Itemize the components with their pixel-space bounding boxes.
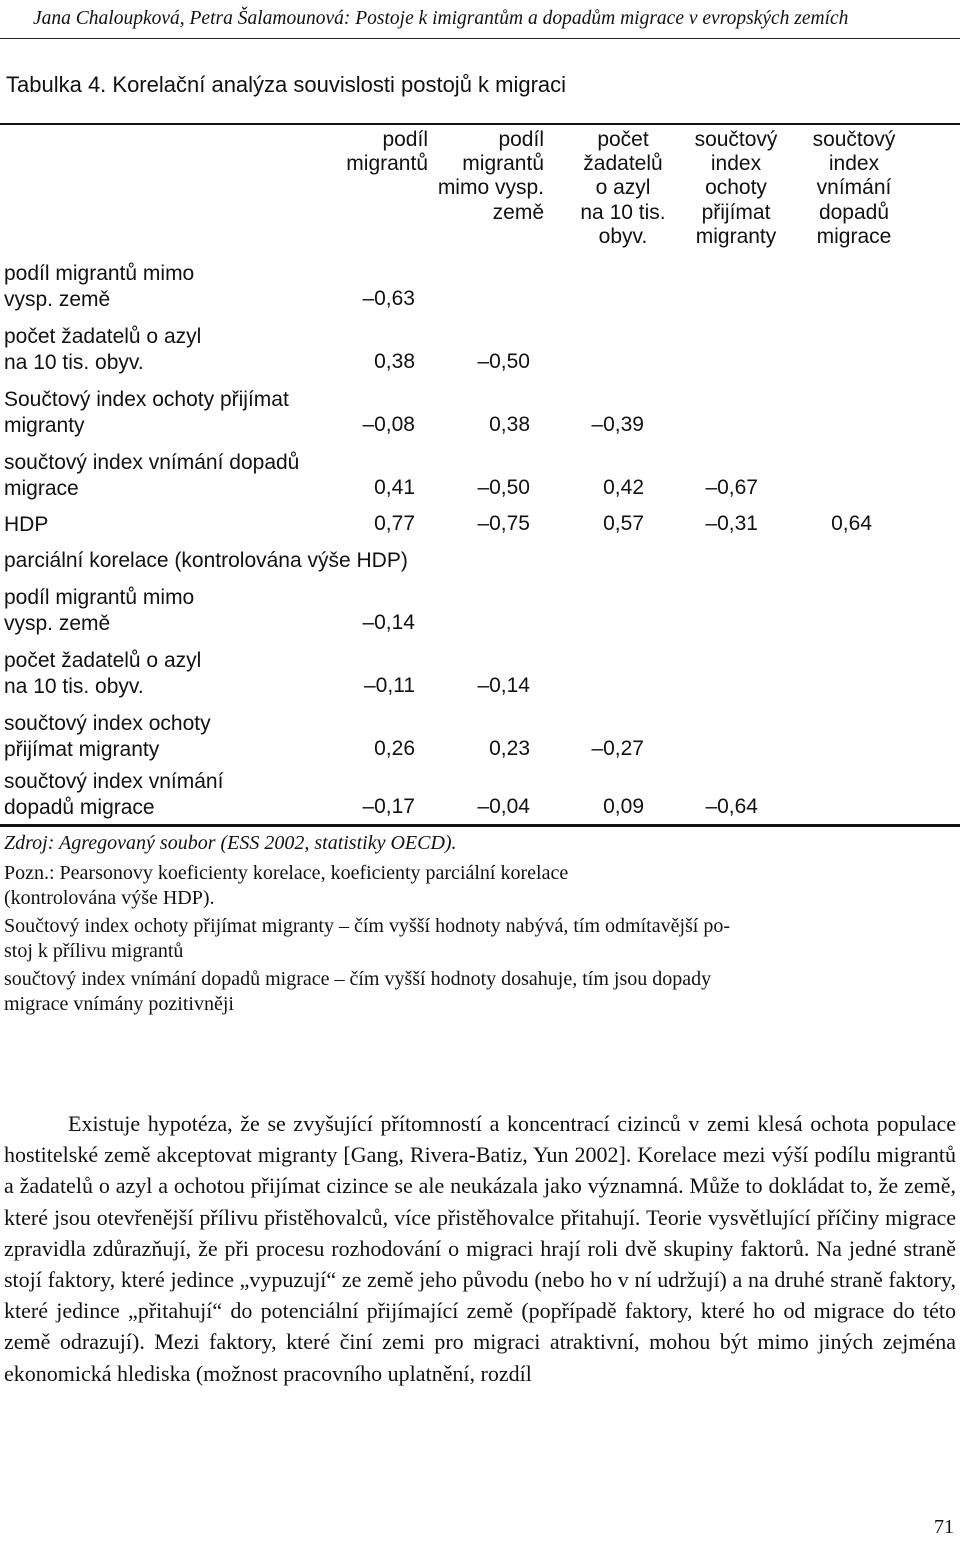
row-label-hdp: HDP bbox=[4, 513, 49, 536]
table-cell: –0,27 bbox=[591, 737, 644, 760]
table-footnote-line: Pozn.: Pearsonovy koeficienty korelace, koeficienty parciální korelace bbox=[4, 862, 569, 884]
table-cell: 0,09 bbox=[603, 795, 644, 818]
partial-row-label-pocet-zadatelu: počet žadatelů o azyl na 10 tis. obyv. bbox=[4, 649, 202, 698]
table-cell: 0,41 bbox=[374, 476, 415, 499]
table-cell: 0,38 bbox=[374, 350, 415, 373]
column-header-podil-migrantu: podíl migrantů bbox=[346, 128, 428, 176]
column-header-pocet-zadatelu: počet žadatelů o azyl na 10 tis. obyv. bbox=[580, 128, 666, 248]
table-cell: –0,11 bbox=[364, 674, 415, 697]
partial-row-label-index-ochoty: součtový index ochoty přijímat migranty bbox=[4, 712, 211, 761]
table-cell: –0,64 bbox=[705, 795, 758, 818]
body-paragraph-text: Existuje hypotéza, že se zvyšující přítomností a koncentrací cizinců v zemi klesá ochota populace hostitelské země akceptovat migranty [Gang, Rivera-Batiz, Yun 2002]. Korelace mezi výší podílu migrantů a žadatelů o azyl a ochotou přijímat cizince se ale neukázala jako významná. Může to dokládat to, že země, které jsou otevřenější přílivu přistěhovalců, více přistěhovalce přitahují. Teorie vysvětlující příčiny migrace zpravidla zdůrazňují, že při procesu rozhodování o migraci hrají roli dvě skupiny faktorů. Na jedné straně stojí faktory, které jedince „vypuzují“ ze země jeho původu (nebo ho v ní udržují) a na druhé straně faktory, které jedince „přitahují“ do potenciální přijímající země (popřípadě faktory, které ho od migrace do této země odrazují). Mezi faktory, které činí zemi pro migraci atraktivní, mohou být mimo jiných zejména ekonomická hlediska (možnost pracovního uplatnění, rozdíl bbox=[4, 1111, 956, 1386]
table-cell: –0,75 bbox=[477, 512, 530, 535]
row-label-index-vnimani: součtový index vnímání dopadů migrace bbox=[4, 451, 300, 500]
body-paragraph bbox=[4, 1108, 956, 1389]
table-cell: –0,63 bbox=[362, 287, 415, 310]
table-footnote-line: součtový index vnímání dopadů migrace – čím vyšší hodnoty dosahuje, tím jsou dopady bbox=[4, 968, 712, 990]
table-cell: 0,38 bbox=[489, 413, 530, 436]
running-header: Jana Chaloupková, Petra Šalamounová: Postoje k imigrantům a dopadům migrace v evropských zemích bbox=[33, 8, 849, 29]
table-top-rule bbox=[0, 123, 960, 125]
header-divider bbox=[0, 38, 960, 39]
table-cell: 0,42 bbox=[603, 476, 644, 499]
table-cell: –0,14 bbox=[477, 674, 530, 697]
table-source-note: Zdroj: Agregovaný soubor (ESS 2002, statistiky OECD). bbox=[4, 832, 457, 854]
table-footnote-line: Součtový index ochoty přijímat migranty – čím vyšší hodnoty nabývá, tím odmítavější po- bbox=[4, 915, 731, 937]
table-footnote-line: migrace vnímány pozitivněji bbox=[4, 993, 234, 1015]
table-cell: –0,67 bbox=[705, 476, 758, 499]
row-label-podil-migrantu-mimo: podíl migrantů mimo vysp. země bbox=[4, 262, 195, 311]
table-bottom-rule bbox=[0, 824, 960, 827]
row-label-index-ochoty: Součtový index ochoty přijímat migranty bbox=[4, 388, 289, 437]
partial-row-label-index-vnimani: součtový index vnímání dopadů migrace bbox=[4, 770, 224, 819]
table-footnote-line: stoj k přílivu migrantů bbox=[4, 940, 184, 962]
table-cell: –0,14 bbox=[362, 611, 415, 634]
partial-correlation-heading: parciální korelace (kontrolována výše HDP) bbox=[4, 549, 408, 572]
table-cell: –0,50 bbox=[477, 476, 530, 499]
table-cell: –0,04 bbox=[477, 795, 530, 818]
page-number: 71 bbox=[934, 1516, 954, 1538]
row-label-pocet-zadatelu: počet žadatelů o azyl na 10 tis. obyv. bbox=[4, 325, 202, 374]
table-cell: –0,31 bbox=[705, 512, 758, 535]
column-header-podil-migrantu-mimo: podíl migrantů mimo vysp. země bbox=[437, 128, 544, 224]
partial-row-label-podil-migrantu-mimo: podíl migrantů mimo vysp. země bbox=[4, 586, 195, 635]
table-title: Tabulka 4. Korelační analýza souvislosti postojů k migraci bbox=[6, 72, 567, 97]
table-cell: –0,17 bbox=[362, 795, 415, 818]
column-header-index-ochoty: součtový index ochoty přijímat migranty bbox=[694, 128, 778, 248]
table-cell: –0,08 bbox=[362, 413, 415, 436]
table-cell: –0,39 bbox=[591, 413, 644, 436]
column-header-index-vnimani: součtový index vnímání dopadů migrace bbox=[812, 128, 896, 248]
table-cell: 0,26 bbox=[374, 737, 415, 760]
table-cell: –0,50 bbox=[477, 350, 530, 373]
table-footnote-line: (kontrolována výše HDP). bbox=[4, 887, 215, 909]
table-cell: 0,64 bbox=[831, 512, 872, 535]
table-cell: 0,57 bbox=[603, 512, 644, 535]
table-cell: 0,77 bbox=[374, 512, 415, 535]
table-cell: 0,23 bbox=[489, 737, 530, 760]
